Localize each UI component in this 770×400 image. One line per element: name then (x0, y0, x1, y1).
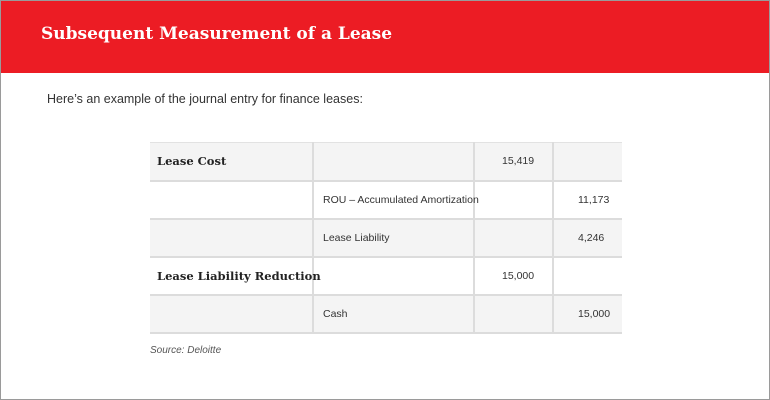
table-row (150, 295, 622, 333)
entry-title-cell: Lease Cost (150, 143, 313, 181)
table-row (150, 143, 622, 181)
account-cell: Lease Liability (313, 219, 474, 257)
account-cell: ROU – Accumulated Amortization (313, 181, 474, 219)
credit-cell: 11,173 (553, 181, 622, 219)
table-row (150, 219, 622, 257)
intro-text: Here’s an example of the journal entry for finance leases: (47, 92, 363, 106)
entry-title-cell (150, 181, 313, 219)
journal-entry-table (150, 142, 622, 334)
table-row (150, 181, 622, 219)
debit-cell: 15,419 (474, 143, 553, 181)
account-cell: Cash (313, 295, 474, 333)
debit-cell: 15,000 (474, 257, 553, 295)
entry-title-cell (150, 295, 313, 333)
credit-cell: 4,246 (553, 219, 622, 257)
credit-cell: 15,000 (553, 295, 622, 333)
account-cell (313, 143, 474, 181)
debit-cell (474, 181, 553, 219)
entry-title-cell: Lease Liability Reduction (150, 257, 313, 295)
title-banner (1, 1, 769, 73)
debit-cell (474, 219, 553, 257)
entry-title-cell (150, 219, 313, 257)
slide-title: Subsequent Measurement of a Lease (41, 24, 393, 44)
table-row (150, 257, 622, 295)
credit-cell (553, 143, 622, 181)
account-cell (313, 257, 474, 295)
debit-cell (474, 295, 553, 333)
source-caption: Source: Deloitte (150, 345, 222, 356)
credit-cell (553, 257, 622, 295)
